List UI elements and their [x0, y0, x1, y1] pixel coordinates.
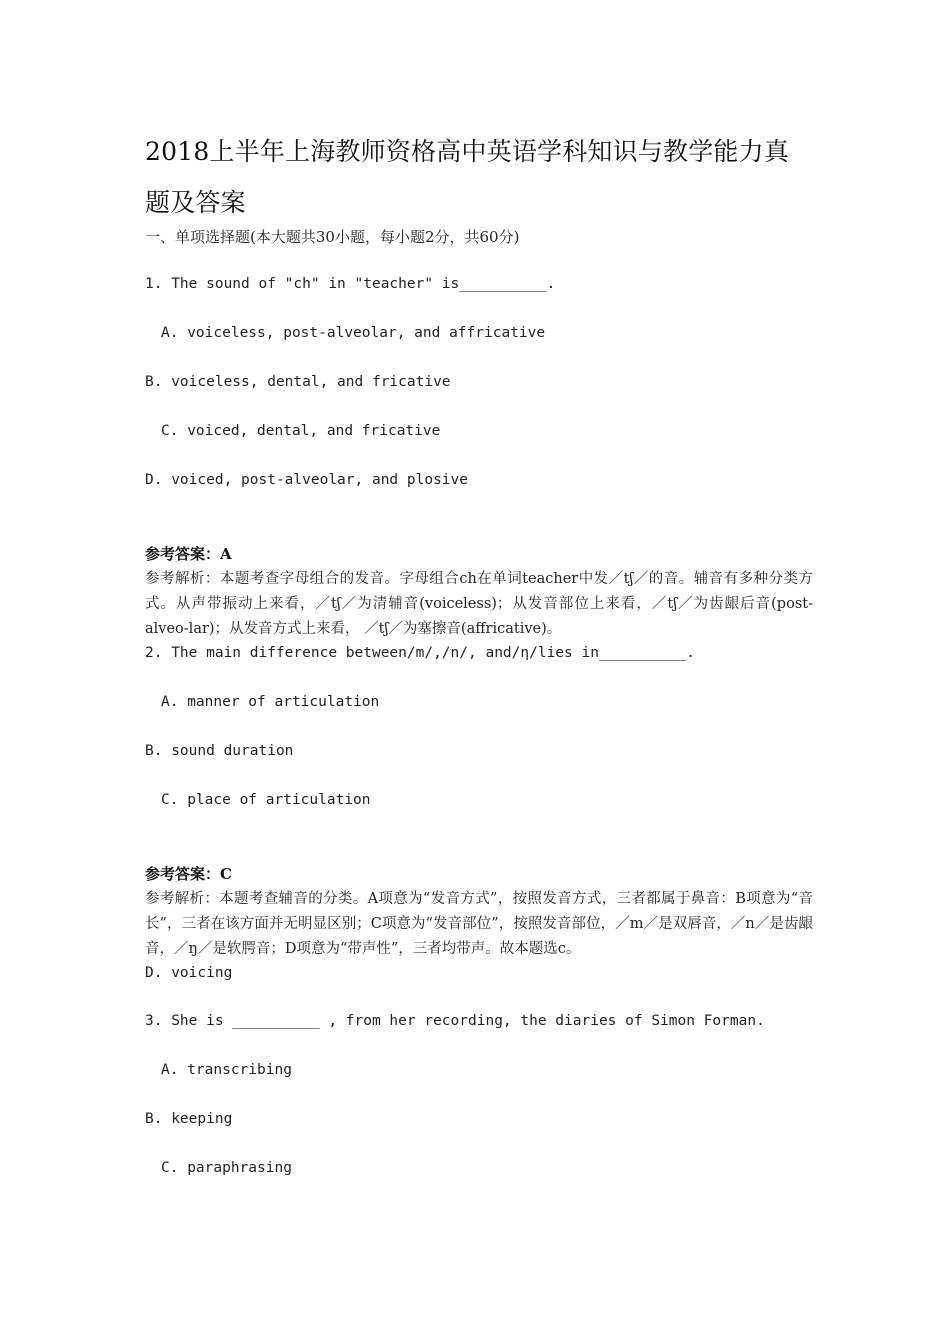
- question-3-option-b: B. keeping: [145, 1111, 233, 1127]
- question-1-option-a: A. voiceless, post-alveolar, and affricative: [161, 325, 546, 341]
- question-1-option-c: C. voiced, dental, and fricative: [161, 423, 441, 439]
- section-heading: 一、单项选择题(本大题共30小题，每小题2分，共60分): [145, 228, 520, 246]
- question-2-option-a: A. manner of articulation: [161, 694, 380, 710]
- question-2-analysis: 参考解析：本题考查辅音的分类。A项意为“发音方式”，按照发音方式，三者都属于鼻音：B项意为“音长”，三者在该方面并无明显区别；C项意为“发音部位”，按照发音部位，／m／是双唇音，／n／是齿龈音，／ŋ／是软腭音；D项意为“带声性”，三者均带声。故本题选c。: [145, 891, 813, 957]
- document-title-line-1: 2018上半年上海教师资格高中英语学科知识与教学能力真: [145, 137, 790, 166]
- question-1-option-d: D. voiced, post-alveolar, and plosive: [145, 472, 469, 488]
- question-2-stem: 2. The main difference between/m/,/n/, and/η/lies in__________.: [145, 645, 695, 661]
- question-2-answer: 参考答案：C: [145, 865, 232, 883]
- document-title-line-2: 题及答案: [145, 188, 246, 217]
- question-2-option-c: C. place of articulation: [161, 792, 371, 808]
- question-1-analysis: 参考解析：本题考查字母组合的发音。字母组合ch在单词teacher中发／tʃ／的音。辅音有多种分类方式。从声带振动上来看，／tʃ／为清辅音(voiceless)；从发音部位上来看，／tʃ／为齿龈后音(post-alveo-lar)；从发音方式上来看， ／tʃ／为塞擦音(affricative)。: [145, 571, 813, 637]
- question-1-stem: 1. The sound of "ch" in "teacher" is__________.: [145, 276, 556, 292]
- question-3-option-c: C. paraphrasing: [161, 1160, 292, 1176]
- question-2-option-b: B. sound duration: [145, 743, 294, 759]
- question-1-answer: 参考答案：A: [145, 545, 232, 563]
- question-2-option-d: D. voicing: [145, 965, 233, 981]
- question-3-option-a: A. transcribing: [161, 1062, 292, 1078]
- question-3-stem: 3. She is __________ , from her recording, the diaries of Simon Forman.: [145, 1013, 765, 1029]
- question-1-option-b: B. voiceless, dental, and fricative: [145, 374, 451, 390]
